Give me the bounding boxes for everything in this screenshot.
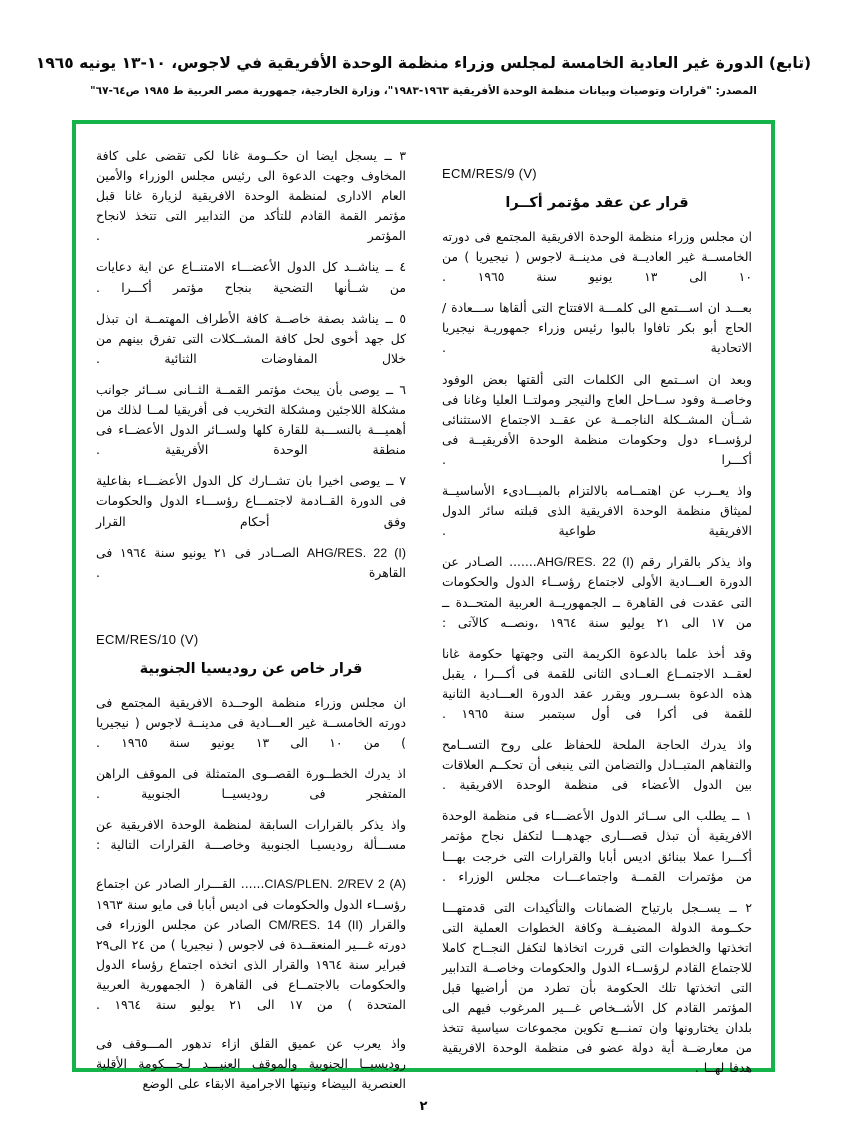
paragraph: اذ يدرك الخطــورة القصــوى المتمثلة فى الموقف الراهن المتفجر فى روديسيــا الجنوبية . bbox=[96, 766, 406, 802]
reference-trail-text: الصـادر عن الدورة العـــادية الأولى لاجتماع رؤســاء الدول والحكومات التى عقدت فى القاهرة ــ الجمهوريــة العربية المتحــدة ــ من ١٧ الى ٢١ يوليو سنة ١٩٦٤ ،ونصــه كالآتى : bbox=[442, 554, 752, 630]
paragraph: ٥ ــ يناشد بصفة خاصــة كافة الأطراف المهتمــة ان تبذل كل جهد أخوى لحل كافة المشــكلات التى تفرق بينهم من خلال المفاوضات الثنائية . bbox=[96, 310, 406, 366]
dot-leader: ....... bbox=[509, 554, 537, 570]
paragraph-cias-reference bbox=[96, 874, 406, 1015]
paragraph: واذ يعــرب عن اهتمــامه بالالتزام بالمبـــادىء الأساسيــة لميثاق منظمة الوحدة الافريقية الذى قبلته سائر الدول الافريقية طواعية . bbox=[442, 483, 752, 539]
paragraph: واذ يذكر بالقرارات السابقة لمنظمة الوحدة الافريقية عن مســـألة روديسيـا الجنوبية وخاصـــة القرارات التالية : bbox=[96, 817, 406, 853]
paragraph: واذ يدرك الحاجة الملحة للحفاظ على روح التســامح والتفاهم المتبــادل والتضامن التى ينبغى أن تحكــم العلاقات بين الدول الأعضاء فى منظمة الوحدة الافريقية . bbox=[442, 737, 752, 793]
paragraph: ١ ــ يطلب الى ســائر الدول الأعضـــاء فى منظمة الوحدة الافريقية أن تبذل قصـــارى جهدهـــا لتكفل نجاح مؤتمر أكـــرا عملا ببنائق اديس أبابا والقرارات التى خرجت بهـــا من مؤتمرات القمــة واجتماعـــات مجلس الوزراء . bbox=[442, 808, 752, 884]
paragraph: بعـــد ان اســـتمع الى كلمـــة الافتتاح التى ألقاها ســـعادة / الحاج أبو بكر تافاوا بالبوا رئيس وزراء جمهوريـة نيجيريا الاتحادية . bbox=[441, 300, 752, 356]
page-number: ٢ bbox=[419, 1099, 428, 1114]
paragraph-resolution-ref-line bbox=[96, 543, 406, 583]
left-column bbox=[96, 146, 406, 1092]
right-column bbox=[441, 146, 752, 1076]
item-7-text: ٧ ــ يوصى اخيرا بان تشــارك كل الدول الأعضـــاء بفاعلية فى الدورة القــادمة لاجتمـــاع رؤســـاء الدول والحكومات وفق أحكام القرار bbox=[96, 473, 406, 529]
paragraph: ٣ ــ يسجل ايضا ان حكــومة غانا لكى تقضى على كافة المخاوف وجهت الدعوة الى رئيس مجلس الوزراء والأمين العام الادارى لمنظمة الوحدة الافريقية لزيارة غانا قبل مؤتمر القمة القادم للتأكد من التدابير التى تتخذ لانجاح المؤتمر . bbox=[96, 148, 406, 244]
page-source-note: المصدر: "قرارات وتوصيات وبيانات منظمة الوحدة الأفريقية ١٩٦٣-١٩٨٣"، وزارة الخارجية، جمهورية مصر العربية ط ١٩٨٥ ص٦٤-٦٧" bbox=[90, 85, 757, 98]
cias-reference-text: القـــرار الصادر عن اجتماع رؤســاء الدول والحكومات فى اديس أبابا فى مايو سنة ١٩٦٣ والقرار bbox=[96, 876, 406, 932]
paragraph: ان مجلس وزراء منظمة الوحدة الافريقية المجتمع فى دورته الخامســة غير العاديــة فى مدينــة لاجوس ( نيجيريا ) من ١٠ الى ١٣ يونيو سنة ١٩٦٥ . bbox=[442, 229, 752, 285]
page-header bbox=[0, 52, 847, 100]
paragraph: وبعد ان اســتمع الى الكلمات التى ألقتها بعض الوفود وخاصــة وفود ســاحل العاج والنيجر ومولتــا العليا وغانا فى شــأن المشــكلة الناجمــة عن عقــد الاجتماع الاستثنائى لرؤســاء دول وحكومات منظمة الوحدة الأفريقيــة فى أكـــرا . bbox=[442, 371, 752, 467]
paragraph: ٦ ــ يوصى بأن يبحث مؤتمر القمــة الثــانى ســائر جوانب مشكلة اللاجئين ومشكلة التخريب فى أفريقيا لمــا لذلك من أهميـــة بالنســـبة للقارة كلها ولســائر الدول الأعضــاء فى منطقة الوحدة الأفريقية . bbox=[96, 381, 406, 458]
paragraph: ٤ ــ يناشــد كل الدول الأعضـــاء الامتنــاع عن اية دعايات من شــأنها التضحية بنجاح مؤتمر أكـــرا . bbox=[96, 259, 406, 295]
resolution-code-ecm-res-10: ECM/RES/10 (V) bbox=[96, 631, 199, 647]
resolution-title-accra: قرار عن عقد مؤتمر أكــرا bbox=[505, 195, 689, 211]
resolution-ref-date-text: الصــادر فى ٢١ يونيو سنة ١٩٦٤ فى القاهرة . bbox=[96, 544, 406, 580]
cm-reference-text: الصادر عن مجلس الوزراء فى دورته غـــير المنعقــدة فى لاجوس ( نيجيريا ) من ٢٤ الى٢٩ فبراير سنة ١٩٦٤ والقرار الذى اتخذه اجتماع رؤساء الدول والحكومات بالاجتمــاع فى القاهرة ( الجمهورية العربية المتحدة ) من ١٧ الى ٢١ يوليو سنة ١٩٦٤ . bbox=[96, 916, 406, 1012]
reference-lead-text: واذ يذكر بالقرار رقم bbox=[640, 554, 752, 570]
paragraph-with-resolution-reference bbox=[442, 552, 752, 632]
two-column-body bbox=[96, 146, 752, 1092]
resolution-code-cias-plen-2-rev-2-a: CIAS/PLEN. 2/REV 2 (A) bbox=[264, 877, 406, 892]
paragraph: واذ يعرب عن عميق القلق ازاء تدهور المـــوقف فى روديسيــا الجنوبية والموقف العنيـــد لـحـــكومة الأقلية العنصرية البيضاء ونيتها الاجرامية الابقاء على الوضع bbox=[96, 1036, 406, 1092]
page-title: (تابع) الدورة غير العادية الخامسة لمجلس وزراء منظمة الوحدة الأفريقية في لاجوس، ١٠-١٣ يونيه ١٩٦٥ bbox=[35, 54, 812, 72]
paragraph: ان مجلس وزراء منظمة الوحــدة الافريقية المجتمع فى دورته الخامســة غير العـــادية فى مدينــة لاجوس ( نيجيريا ) من ١٠ الى ١٣ يونيو سنة ١٩٦٥ . bbox=[96, 694, 406, 750]
paragraph: ٢ ــ يســجل بارتياح الضمانات والتأكيدات التى قدمتهـــا حكــومة الدولة المضيفــة وكافة الخطوات العملية التى اتخذتها والخطوات التى قررت اتخاذها لتكفل النجــاح كاملا للاجتماع القادم لرؤســاء الدول والحكومات وخاصــة التدابير التى اتخذتها تلك الحكومة بأن تطرد من أراضيها قبل المؤتمر القادم كل الأشــخاص غـــير المرغوب فيهم الى بلدان يختارونها وان تمنـــع تكوين مجموعات سياسية تتخذ من معارضــة أية دولة عضو فى منظمة الوحدة الافريقية هدفا لهــا . bbox=[442, 899, 752, 1076]
dot-leader: ...... bbox=[240, 876, 265, 892]
resolution-code-ecm-res-9: ECM/RES/9 (V) bbox=[442, 166, 537, 181]
resolution-code-ahg-res-22-inline: AHG/RES. 22 (I) bbox=[306, 545, 406, 560]
paragraph-item-7 bbox=[96, 471, 406, 531]
paragraph: وقد أخذ علما بالدعوة الكريمة التى وجهتها حكومة غانا لعقــد الاجتمــاع العــادى الثانى للقمة فى أكـــرا ، يقبل هذه الدعوة بســرور ويقرر عقد الدورة العـــادية الثانية للقمة فى أكرا فى أول سبتمبر سنة ١٩٦٥ . bbox=[442, 645, 752, 721]
resolution-code-cm-res-14-ii: CM/RES. 14 (II) bbox=[268, 917, 363, 932]
resolution-code-ahg-res-22: AHG/RES. 22 (I) bbox=[536, 555, 634, 570]
resolution-title-southern-rhodesia: قرار خاص عن روديسيا الجنوبية bbox=[139, 660, 363, 677]
